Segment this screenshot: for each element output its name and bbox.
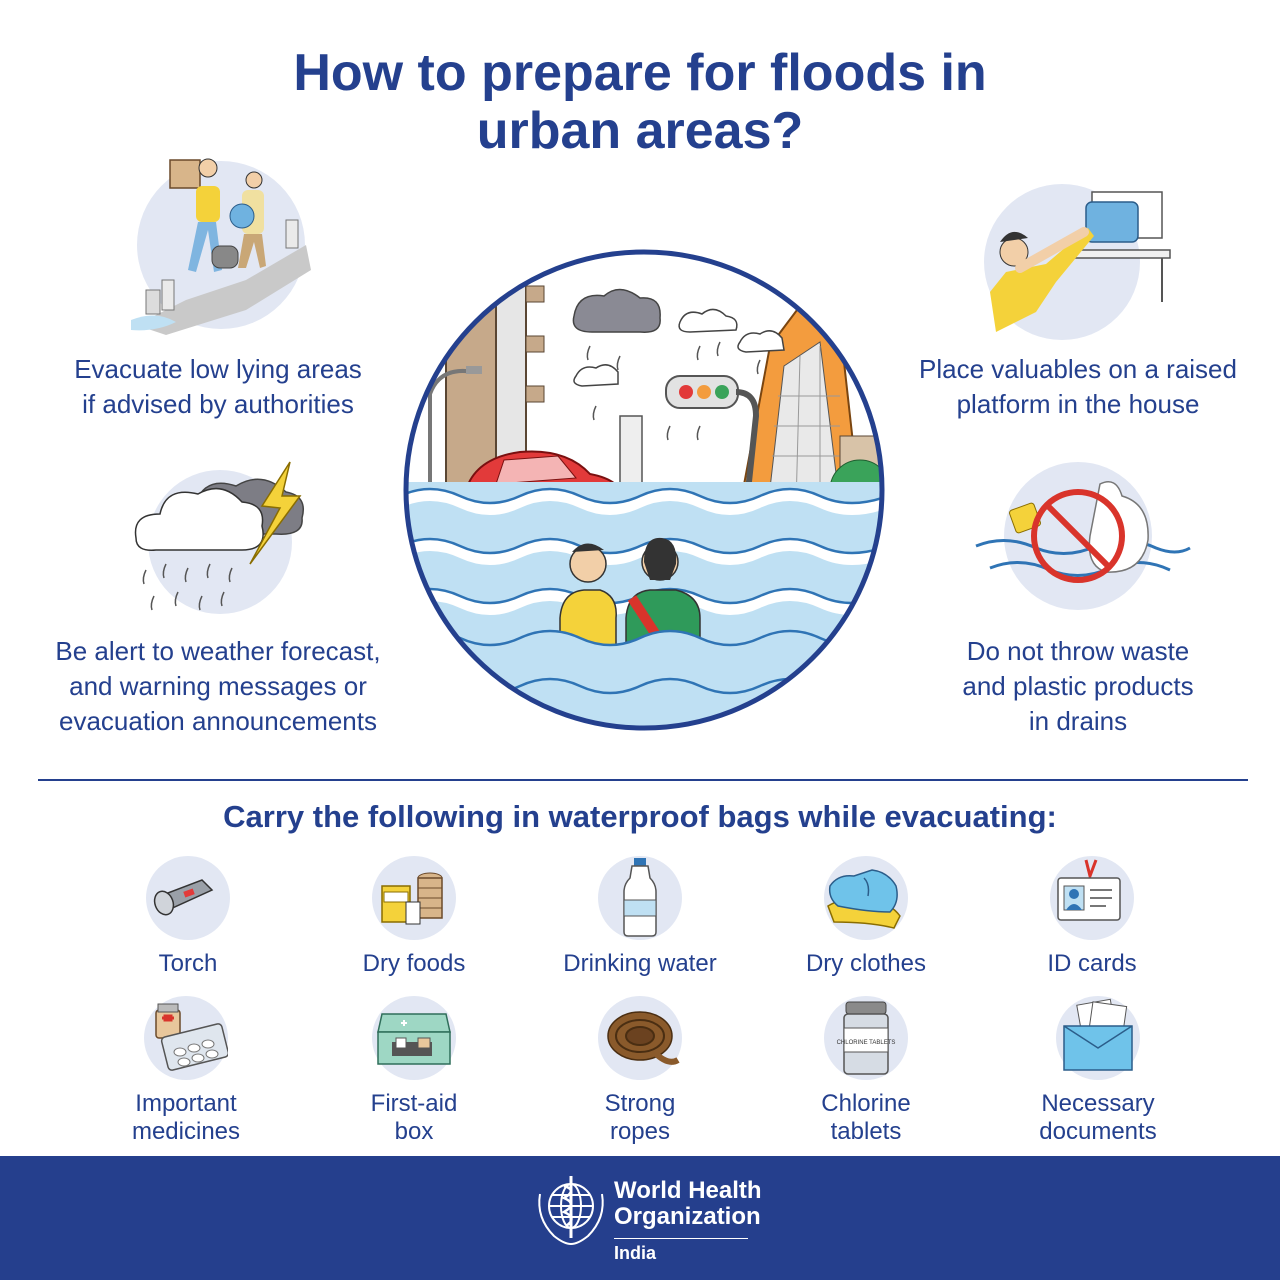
torch-icon <box>146 856 230 940</box>
title-line-2: urban areas? <box>476 102 804 160</box>
carry-item-label <box>530 950 750 978</box>
carry-item-id-cards <box>982 856 1202 978</box>
first-aid-label-line-1: First-aid <box>370 1090 458 1117</box>
carry-item-label <box>530 1090 750 1146</box>
carry-item-label <box>988 1090 1208 1146</box>
water-bottle-icon <box>598 856 682 940</box>
documents-label-line-1: Necessary <box>1041 1090 1155 1117</box>
carry-item-dry-clothes <box>756 856 976 978</box>
id-card-icon <box>1050 856 1134 940</box>
tip-waste <box>900 634 1256 739</box>
chlorine-tablets-icon <box>824 996 908 1080</box>
who-country: India <box>614 1243 657 1263</box>
medicines-label-line-2: medicines <box>131 1118 241 1145</box>
chlorine-label-line-1: Chlorine <box>821 1090 911 1117</box>
tip-waste-line-2: and plastic products <box>962 671 1194 701</box>
tip-weather-alert <box>30 634 406 739</box>
tip-valuables-line-2: platform in the house <box>956 389 1200 419</box>
carry-item-label <box>756 950 976 978</box>
rope-icon <box>598 996 682 1080</box>
chlorine-jar-label: CHLORINE TABLETS <box>836 1040 896 1046</box>
carry-item-medicines <box>76 996 296 1146</box>
section-divider <box>38 779 1248 781</box>
tip-waste-line-3: in drains <box>1028 706 1128 736</box>
tip-valuables-line-1: Place valuables on a raised <box>919 354 1237 384</box>
who-name-line-1: World Health <box>614 1177 762 1204</box>
who-name-line-2: Organization <box>614 1203 761 1230</box>
flooded-street-illustration <box>400 246 888 734</box>
medicines-label-line-1: Important <box>135 1090 237 1117</box>
tip-alert-line-3: evacuation announcements <box>58 706 377 736</box>
documents-label-line-2: documents <box>1039 1118 1157 1145</box>
carry-item-label <box>304 1090 524 1146</box>
no-waste-in-drains-illustration <box>966 456 1196 616</box>
dry-foods-label: Dry foods <box>362 950 466 977</box>
who-divider-rule <box>614 1238 748 1239</box>
carry-item-label <box>982 950 1202 978</box>
first-aid-box-icon <box>372 996 456 1080</box>
tip-alert-line-1: Be alert to weather forecast, <box>55 636 381 666</box>
carry-item-ropes <box>530 996 750 1146</box>
page-title <box>0 44 1280 160</box>
tip-evacuate <box>40 352 396 422</box>
carry-item-drinking-water <box>530 856 750 978</box>
dry-clothes-label: Dry clothes <box>805 950 927 977</box>
first-aid-label-line-2: box <box>394 1118 434 1145</box>
evacuate-family-illustration <box>126 150 316 340</box>
tip-alert-line-2: and warning messages or <box>69 671 367 701</box>
raised-platform-illustration <box>976 172 1176 342</box>
carry-item-label <box>76 1090 296 1146</box>
tip-waste-line-1: Do not throw waste <box>966 636 1190 666</box>
documents-icon <box>1056 996 1140 1080</box>
drinking-water-label: Drinking water <box>563 950 717 977</box>
torch-label: Torch <box>158 950 218 977</box>
carry-item-torch <box>78 856 298 978</box>
id-cards-label: ID cards <box>1047 950 1137 977</box>
carry-item-label <box>756 1090 976 1146</box>
carry-item-dry-foods <box>304 856 524 978</box>
tip-valuables <box>890 352 1266 422</box>
carry-item-label <box>304 950 524 978</box>
tip-evacuate-line-2: if advised by authorities <box>82 389 354 419</box>
clothes-icon <box>824 856 908 940</box>
carry-item-label <box>78 950 298 978</box>
ropes-label-line-2: ropes <box>609 1118 671 1145</box>
storm-cloud-illustration <box>126 456 316 626</box>
tip-evacuate-line-1: Evacuate low lying areas <box>74 354 362 384</box>
dry-foods-icon <box>372 856 456 940</box>
medicines-icon <box>144 996 228 1080</box>
carry-heading: Carry the following in waterproof bags while evacuating: <box>223 799 1057 834</box>
who-name <box>614 1178 762 1230</box>
ropes-label-line-1: Strong <box>604 1090 676 1117</box>
chlorine-label-line-2: tablets <box>830 1118 902 1145</box>
carry-item-first-aid-box <box>304 996 524 1146</box>
carry-item-chlorine-tablets <box>756 996 976 1146</box>
who-emblem-icon <box>532 1170 610 1248</box>
title-line-1: How to prepare for floods in <box>293 44 987 102</box>
carry-item-documents <box>988 996 1208 1146</box>
